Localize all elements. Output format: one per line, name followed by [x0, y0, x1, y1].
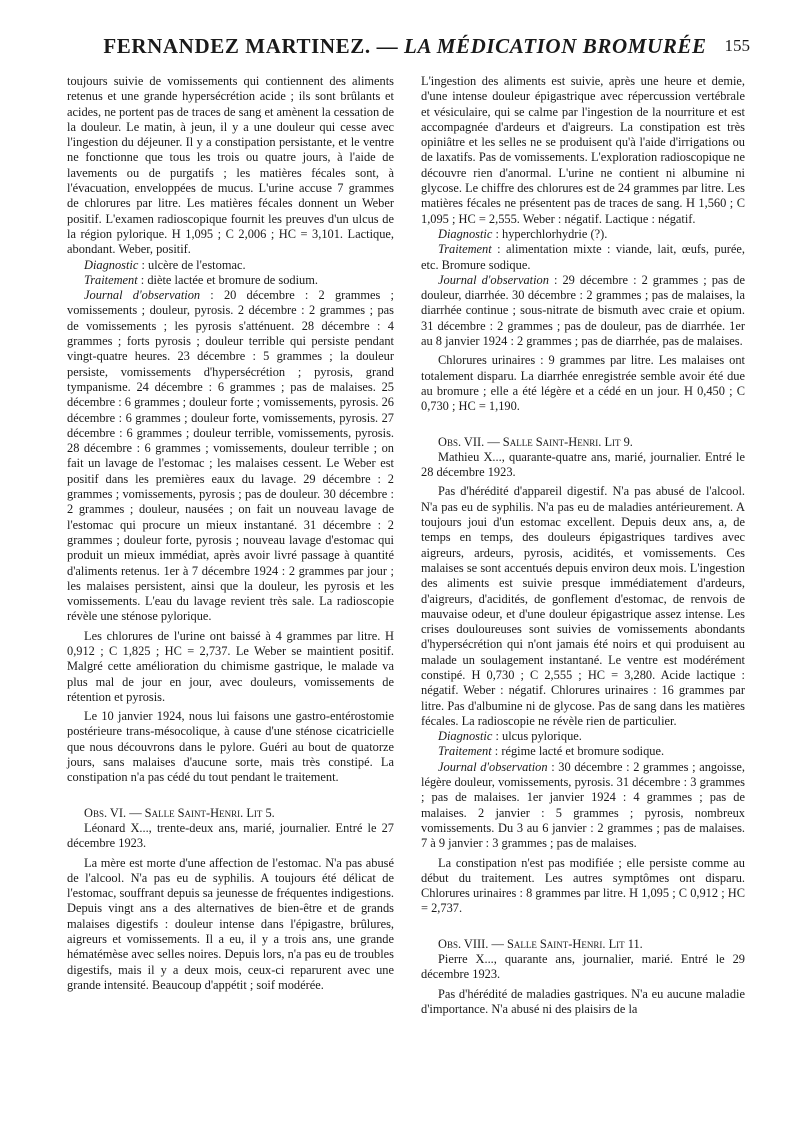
diagnostic-label: Diagnostic	[84, 257, 139, 272]
obs8-title	[421, 937, 745, 952]
journal-text: : 20 décembre : 2 grammes ; vomissements ; douleur, pyrosis. 2 décembre : 2 grammes ; pas de vomissements ; les pyrosis s'atténuent. 28 décembre : 4 grammes ; forts pyrosis ; douleur terrible qui persiste pendant vingt-quatre heures. 23 décembre : 5 grammes ; la douleur persiste, vomissements d'hypersécrétion ; pyrosis, grand tympanisme. 24 décembre : 6 grammes ; pas de malaises. 25 décembre : 6 grammes ; douleur forte ; vomissements, pyrosis. 26 décembre : 6 grammes ; douleur forte, vomissements, pyrosis. 27 décembre : 6 grammes ; douleur terrible, vomissements, pyrosis. 28 décembre : 6 grammes ; vomissements, douleur terrible ; on fait un lavage de l'estomac ; les malaises cessent. Le Weber est positif dans les premières eaux du lavage. 29 décembre : 2 grammes ; vomissements, pyrosis ; pas de douleur. 30 décembre : 2 grammes ; douleur, nausées ; on fait un nouveau lavage de l'estomac qui procure un mieux instantané. 31 décembre : 2 grammes ; douleur forte, pyrosis ; nouveau lavage d'estomac qui produit un mieux immédiat, après avoir livré passage à quantité d'aliments retenus. 1er à 7 décembre 1924 : 2 grammes par jour ; les malaises persistent, ainsi que la douleur, les pyrosis et les vomissements. L'eau du lavage revient très sale. La radioscopie révèle une sténose pylorique.	[67, 288, 395, 624]
obs7-title-text: Obs. VII. — Salle Saint-Henri. Lit 9.	[438, 434, 633, 449]
running-header	[60, 34, 750, 66]
obs7-diagnostic-label: Diagnostic	[438, 729, 493, 744]
journal-paragraph	[67, 288, 394, 625]
obs6-history-continued: L'ingestion des aliments est suivie, après une heure et demie, d'une intense douleur épigastrique avec répercussion vertébrale et vésiculaire, qui se calme par l'ingestion de la nourriture et est accompagnée d'ardeurs et d'aigreurs. La constipation est très opiniâtre et les selles ne se produisent qu'à l'aide d'irrigations ou de laxatifs. Pas de vomissements. L'exploration radioscopique ne découvre rien d'anormal. L'urine ne contient ni albumine ni glycose. Le chiffre des chlorures est de 24 grammes par litre. Les matières fécales ne présentent pas de traces de sang. H 1,560 ; C 1,095 ; HC = 2,555. Weber : négatif. Lactique : négatif.	[421, 74, 745, 226]
treatment-line	[421, 242, 745, 273]
journal-paragraph	[421, 273, 745, 349]
obs7-diagnostic-line	[421, 729, 745, 744]
treatment-label: Traitement	[84, 272, 138, 287]
obs6-patient: Léonard X..., trente-deux ans, marié, journalier. Entré le 27 décembre 1923.	[67, 820, 394, 851]
diagnostic-line	[421, 227, 745, 242]
obs7-journal-label: Journal d'observation	[438, 759, 548, 774]
obs6-history: La mère est morte d'une affection de l'estomac. N'a pas abusé de l'alcool. N'a pas eu de syphilis. A toujours été délicat de l'estomac, souffrant depuis sa jeunesse de fréquentes indigestions. Depuis vingt ans a des alternatives de bien-être et de grands malaises digestifs : douleur intense dans l'épigastre, brûlures, aigreurs et vomissements. Il a eu, il y a trois ans, une grande hématémèse avec selles noires. Depuis lors, n'a pas eu de troubles digestifs, mais il y a deux mois, ceux-ci reparurent avec une grande intensité. Beaucoup d'appétit ; soif modérée.	[67, 855, 394, 992]
chlorures-paragraph: Chlorures urinaires : 9 grammes par litre. Les malaises ont totalement disparu. La diarrhée enregistrée semble avoir été due au bromure ; elle a été légère et a cédé en un jour. H 0,450 ; C 0,730 ; HC = 1,190.	[421, 353, 745, 414]
right-column	[421, 74, 745, 1017]
obs7-diagnostic-text: : ulcus pylorique.	[492, 729, 582, 744]
page-number: 155	[724, 36, 750, 55]
treatment-text: : alimentation mixte : viande, lait, œufs, purée, etc. Bromure sodique.	[421, 242, 745, 272]
obs7-history: Pas d'hérédité d'appareil digestif. N'a pas abusé de l'alcool. N'a pas eu de syphilis. N'a pas eu de maladies antérieurement. A toujours joui d'un estomac excellent. Depuis deux ans, a, de temps en temps, des douleurs épigastriques tardives avec aigreurs, ardeurs, pyrosis, acidités, et vomissements. Ces malaises se sont accentués depuis environ deux mois. L'ingestion des aliments est suivie presque immédiatement d'ardeurs, d'aigreurs, d'acidités, de gonflement d'estomac, de renvois de mauvaise odeur, et d'une douleur épigastrique assez intense. Les crises douloureuses sont suivies de vomissements abondants d'hypersécrétion qui n'ont jamais été noirs et qui produisent au malade un soulagement instantané. Le ventre est modérément constipé. H 0,730 ; C 2,555 ; HC = 3,280. Acide lactique : négatif. Weber : négatif. Chlorures urinaires : 16 grammes par litre. Pas d'albumine ni de glycose. Pas de sang dans les matières fécales. La radioscopie ne révèle rien de particulier.	[421, 484, 745, 728]
diagnostic-text: : hyperchlorhydrie (?).	[492, 226, 608, 241]
obs7-journal-text: : 30 décembre : 2 grammes ; angoisse, légère douleur, vomissements, pyrosis. 31 décembre : 3 grammes ; pas de malaises. 1er janvier 1924 : 4 grammes ; pas de malaises. 2 janvier : 5 grammes ; pyrosis, nombreux vomissements. Du 3 au 6 janvier : 2 grammes ; pas de malaises. 7 à 9 janvier : 3 grammes ; pas de malaises.	[421, 759, 745, 851]
header-author: FERNANDEZ MARTINEZ.	[103, 34, 371, 58]
surgery-paragraph: Le 10 janvier 1924, nous lui faisons une gastro-entérostomie postérieure trans-mésocolique, à cause d'une sténose cicatricielle que nous découvrons dans le pylore. Guéri au bout de quatorze jours, sans malaises d'aucune sorte, mais très constipé. La constipation n'a pas cédé du tout pendant le traitement.	[67, 709, 394, 785]
diagnostic-line	[67, 258, 394, 273]
left-column	[67, 74, 394, 993]
obs7-patient: Mathieu X..., quarante-quatre ans, marié, journalier. Entré le 28 décembre 1923.	[421, 449, 745, 480]
diagnostic-label: Diagnostic	[438, 226, 493, 241]
treatment-line	[67, 273, 394, 288]
header-article-title: LA MÉDICATION BROMURÉE	[404, 34, 707, 58]
obs7-constipation-paragraph: La constipation n'est pas modifiée ; elle persiste comme au début du traitement. Les autres symptômes ont disparu. Chlorures urinaires : 8 grammes par litre. H 1,095 ; C 0,912 ; HC = 2,737.	[421, 855, 745, 916]
obs6-title-text: Obs. VI. — Salle Saint-Henri. Lit 5.	[84, 805, 275, 820]
treatment-text: : diète lactée et bromure de sodium.	[137, 272, 318, 287]
journal-text: : 29 décembre : 2 grammes ; pas de douleur, diarrhée. 30 décembre : 2 grammes ; pas de malaises, la diarrhée continue ; sous-nitrate de bismuth avec craie et opium. 31 décembre : 2 grammes ; pas de douleur, pas de diarrhée. 1er au 8 janvier 1924 : 2 grammes ; pas de diarrhée, pas de malaises.	[421, 272, 745, 349]
obs7-journal-paragraph	[421, 760, 745, 852]
obs7-treatment-text: : régime lacté et bromure sodique.	[491, 744, 665, 759]
journal-label: Journal d'observation	[84, 288, 201, 303]
obs7-treatment-label: Traitement	[438, 744, 492, 759]
treatment-label: Traitement	[438, 242, 492, 257]
obs8-title-text: Obs. VIII. — Salle Saint-Henri. Lit 11.	[438, 936, 643, 951]
obs8-history: Pas d'hérédité de maladies gastriques. N'a eu aucune maladie d'importance. N'a abusé ni des plaisirs de la	[421, 986, 745, 1016]
chlorures-paragraph: Les chlorures de l'urine ont baissé à 4 grammes par litre. H 0,912 ; C 1,825 ; HC = 2,737. Le Weber se maintient positif. Malgré cette amélioration du chimisme gastrique, le malade va plus mal de jour en jour, avec douleurs, vomissements de rétention et pyrosis.	[67, 628, 394, 704]
header-dash: —	[376, 34, 399, 58]
obs7-title	[421, 435, 745, 450]
journal-label: Journal d'observation	[438, 272, 549, 287]
obs8-patient: Pierre X..., quarante ans, journalier, marié. Entré le 29 décembre 1923.	[421, 952, 745, 982]
header-title-line	[103, 34, 706, 58]
case-continued-paragraph: toujours suivie de vomissements qui contiennent des aliments retenus et une grande hypersécrétion acide ; ils sont brûlants et acides, ne portent pas de traces de sang et amènent la cessation de la douleur. Le matin, à jeun, il y a une douleur qui cesse avec l'ingestion du déjeuner. Il y a constipation persistante, et le ventre ne fonctionne que tous les trois ou quatre jours, à l'aide de lavements ou de purgatifs ; les matières fécales sont, à l'évacuation, enveloppées de mucus. L'urine accuse 7 grammes de chlorures par litre. Les matières fécales donnent un Weber positif. L'examen radioscopique fournit les preuves d'un ulcus de la région pylorique. H 1,095 ; C 2,006 ; HC = 3,101. Lactique, abondant. Weber, positif.	[67, 74, 394, 257]
diagnostic-text: : ulcère de l'estomac.	[138, 257, 246, 272]
obs6-title	[67, 806, 394, 821]
obs7-treatment-line	[421, 744, 745, 759]
